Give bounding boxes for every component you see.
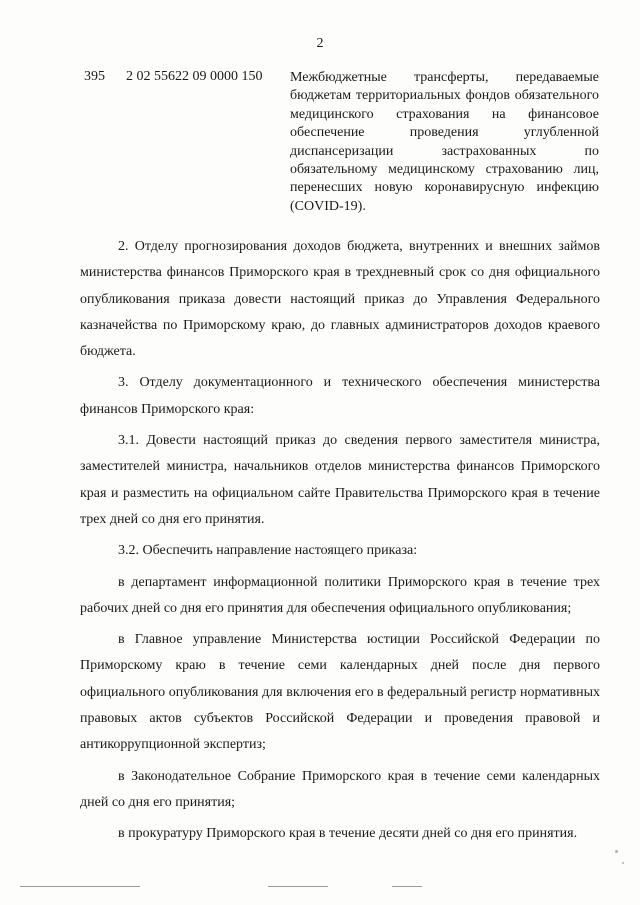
code-description: Межбюджетные трансферты, передаваемые бюджетам территориальных фондов обязательного медицинского страхования на финансовое обеспечение проведения углубленной диспансеризации застрахованных по обязательному медицинскому страхованию лиц, перенесших новую коронавирусную инфекцию (COVID-19). (290, 70, 599, 214)
budget-code-row (84, 69, 599, 231)
scan-artifact-line (20, 886, 140, 887)
scan-artifact-line (268, 886, 328, 887)
recipient-info-policy-dept: в департамент информационной политики Приморского края в течение трех рабочих дней со дня его принятия для обеспечения официального опубликования; (80, 574, 600, 616)
scan-artifact-speck (615, 850, 618, 853)
paragraph-3-2: 3.2. Обеспечить направление настоящего приказа: (118, 543, 418, 559)
paragraph-2: 2. Отделу прогнозирования доходов бюджета, внутренних и внешних займов министерства финансов Приморского края в трехдневный срок со дня официального опубликования приказа довести настоящий приказ до Управления Федерального казначейства по Приморскому краю, до главных администраторов доходов краевого бюджета. (80, 239, 600, 360)
recipient-legislative-assembly: в Законодательное Собрание Приморского края в течение семи календарных дней со дня его принятия; (80, 768, 600, 810)
recipient-justice-ministry: в Главное управление Министерства юстиции Российской Федерации по Приморскому краю в течение семи календарных дней после дня первого официального опубликования для включения его в федеральный регистр нормативных правовых актов субъектов Российской Федерации и проведения правовой и антикоррупционной экспертиз; (80, 632, 600, 753)
document-body (80, 234, 600, 848)
paragraph-3: 3. Отделу документационного и технического обеспечения министерства финансов Приморского края: (80, 375, 600, 417)
paragraph-3-1: 3.1. Довести настоящий приказ до сведения первого заместителя министра, заместителей министра, начальников отделов министерства финансов Приморского края и разместить на официальном сайте Правительства Приморского края в течение трех дней со дня его принятия. (80, 433, 600, 527)
scan-artifact-line (392, 886, 422, 887)
admin-code: 395 (84, 69, 105, 84)
scan-artifact-speck (622, 862, 624, 864)
kbk-code: 2 02 55622 09 0000 150 (126, 69, 263, 84)
page-number: 2 (316, 36, 324, 51)
recipient-prosecutor-office: в прокуратуру Приморского края в течение десяти дней со дня его принятия. (118, 826, 578, 842)
